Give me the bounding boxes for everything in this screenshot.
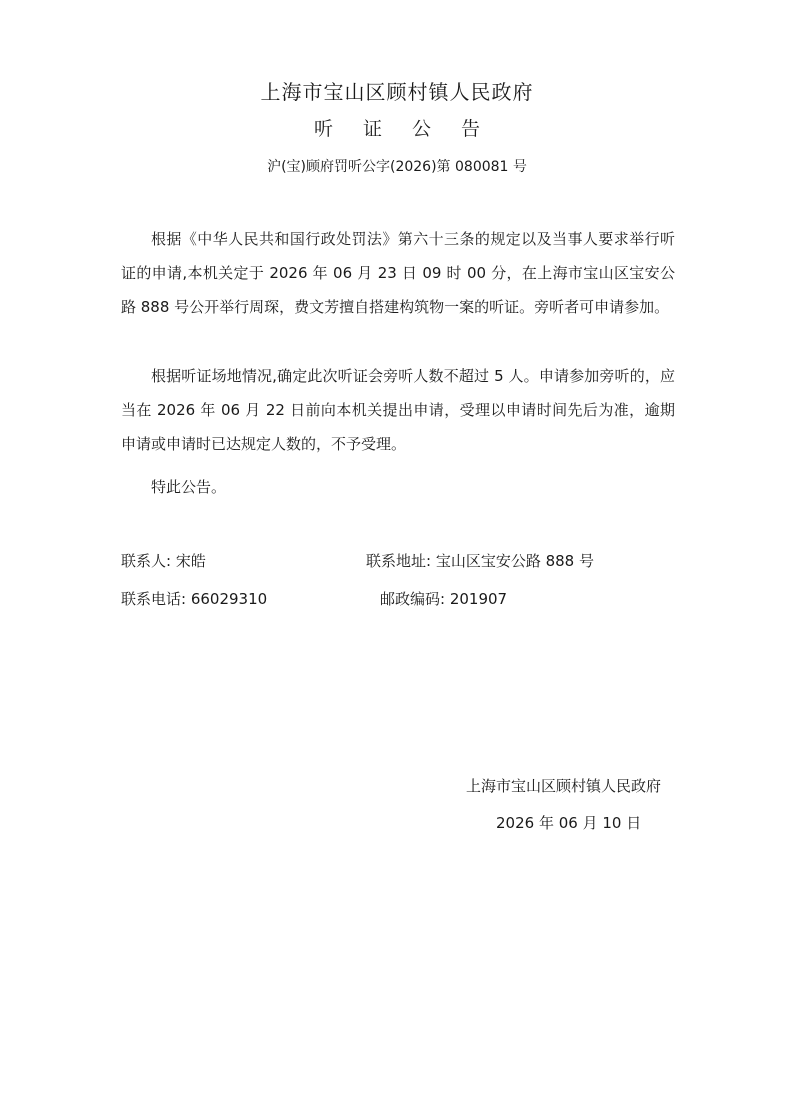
body-paragraph-1: 根据《中华人民共和国行政处罚法》第六十三条的规定以及当事人要求举行听证的申请,本机关定于 2026 年 06 月 23 日 09 时 00 分，在上海市宝山区宝安公路 888 号公开举行周琛，费文芳擅自搭建构筑物一案的听证。旁听者可申请参加。 [121,230,675,316]
contact-person: 联系人: 宋皓 [121,552,206,570]
signature-org: 上海市宝山区顾村镇人民政府 [466,777,662,795]
body-paragraph-1-block [121,222,675,324]
signature-date: 2026 年 06 月 10 日 [496,814,642,832]
body-paragraph-3-block [121,470,675,504]
body-paragraph-2: 根据听证场地情况,确定此次听证会旁听人数不超过 5 人。申请参加旁听的，应当在 2026 年 06 月 22 日前向本机关提出申请，受理以申请时间先后为准，逾期申请或申请时已达规定人数的，不予受理。 [121,367,675,453]
contact-row-2 [121,588,508,609]
notice-title: 听 证 公 告 [313,118,493,140]
contact-address: 联系地址: 宝山区宝安公路 888 号 [366,552,594,570]
body-paragraph-2-block [121,359,675,461]
org-title: 上海市宝山区顾村镇人民政府 [260,80,534,104]
contact-phone: 联系电话: 66029310 [121,590,268,608]
contact-row-1 [121,550,594,571]
contact-postcode: 邮政编码: 201907 [380,590,508,608]
body-paragraph-3: 特此公告。 [151,478,227,496]
document-number: 沪(宝)顾府罚听公字(2026)第 080081 号 [267,159,527,175]
